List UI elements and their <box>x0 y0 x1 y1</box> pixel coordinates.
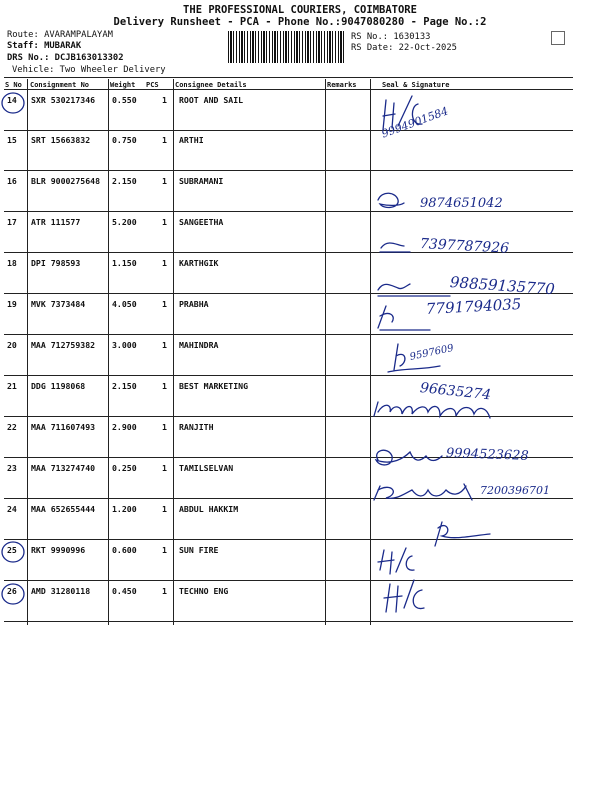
runsheet-subtitle: Delivery Runsheet - PCA - Phone No.:9047080280 - Page No.:2 <box>113 16 487 28</box>
rs-date: RS Date: 22-Oct-2025 <box>351 43 457 53</box>
row-rule <box>4 580 573 581</box>
weight-cell: 2.900 <box>112 422 137 432</box>
consignment-cell: SRT 15663832 <box>31 135 91 145</box>
pcs-cell: 1 <box>162 258 167 268</box>
weight-cell: 1.200 <box>112 504 137 514</box>
consignment-cell: AMD 31280118 <box>31 586 91 596</box>
consignment-cell: DPI 798593 <box>31 258 81 268</box>
pcs-cell: 1 <box>162 545 167 555</box>
consignment-cell: ATR 111577 <box>31 217 81 227</box>
row-rule <box>4 621 573 622</box>
consignment-cell: MVK 7373484 <box>31 299 86 309</box>
weight-cell: 0.250 <box>112 463 137 473</box>
handwritten-phone: 7791794035 <box>425 295 522 318</box>
barcode <box>228 31 346 63</box>
header-rule <box>4 89 573 90</box>
consignee-cell: RANJITH <box>179 422 214 432</box>
handwritten-phone: 7397787926 <box>419 236 510 257</box>
pcs-cell: 1 <box>162 463 167 473</box>
table-top-rule <box>4 77 573 78</box>
company-title: THE PROFESSIONAL COURIERS, COIMBATORE <box>183 4 417 16</box>
hc-signature-text <box>520 105 522 106</box>
hc-signature-text <box>520 596 522 597</box>
staff-label: Staff: MUBARAK <box>7 41 82 51</box>
row-rule <box>4 170 573 171</box>
sno-cell: 14 <box>7 95 17 105</box>
sno-cell: 20 <box>7 340 17 350</box>
sno-cell: 19 <box>7 299 17 309</box>
consignment-cell: MAA 713274740 <box>31 463 96 473</box>
consignment-cell: SXR 530217346 <box>31 95 96 105</box>
consignment-cell: BLR 9000275648 <box>31 176 101 186</box>
pcs-cell: 1 <box>162 381 167 391</box>
row-rule <box>4 211 573 212</box>
row-rule <box>4 334 573 335</box>
row-rule <box>4 539 573 540</box>
col-divider <box>27 79 28 625</box>
handwritten-phone: 9874651042 <box>420 196 503 211</box>
handwritten-phone: 7200396701 <box>480 484 550 497</box>
pcs-cell: 1 <box>162 586 167 596</box>
consignee-cell: MAHINDRA <box>179 340 219 350</box>
pcs-cell: 1 <box>162 340 167 350</box>
handwritten-phone: 96635274 <box>419 380 492 404</box>
weight-cell: 1.150 <box>112 258 137 268</box>
col-header-pcs: PCS <box>146 81 159 89</box>
weight-cell: 0.550 <box>112 95 137 105</box>
pcs-cell: 1 <box>162 504 167 514</box>
handwritten-phone: 9994523628 <box>445 446 529 464</box>
sno-cell: 24 <box>7 504 17 514</box>
weight-cell: 2.150 <box>112 176 137 186</box>
sno-cell: 22 <box>7 422 17 432</box>
consignment-cell: DDG 1198068 <box>31 381 86 391</box>
pcs-cell: 1 <box>162 135 167 145</box>
weight-cell: 2.150 <box>112 381 137 391</box>
weight-cell: 0.750 <box>112 135 137 145</box>
route-label: Route: AVARAMPALAYAM <box>7 30 113 40</box>
pcs-cell: 1 <box>162 176 167 186</box>
handwritten-phone: 98859135770 <box>449 273 556 299</box>
consignee-cell: KARTHGIK <box>179 258 219 268</box>
consignee-cell: SANGEETHA <box>179 217 224 227</box>
row-rule <box>4 498 573 499</box>
pcs-cell: 1 <box>162 422 167 432</box>
sno-cell: 18 <box>7 258 17 268</box>
col-header-consignment: Consignment No <box>30 81 90 89</box>
consignment-cell: MAA 711607493 <box>31 422 96 432</box>
consignment-cell: MAA 712759382 <box>31 340 96 350</box>
consignee-cell: BEST MARKETING <box>179 381 249 391</box>
sno-cell: 21 <box>7 381 17 391</box>
scribble-mark <box>378 284 450 296</box>
consignee-cell: SUBRAMANI <box>179 176 224 186</box>
hc-signature-mark <box>384 580 424 612</box>
weight-cell: 0.600 <box>112 545 137 555</box>
corner-box <box>551 31 565 45</box>
col-divider <box>370 79 371 625</box>
scribble-mark <box>378 306 430 330</box>
sno-cell: 16 <box>7 176 17 186</box>
handwritten-phone: 9597609 <box>408 342 455 363</box>
consignee-cell: SUN FIRE <box>179 545 219 555</box>
sno-cell: 23 <box>7 463 17 473</box>
sno-cell: 25 <box>7 545 17 555</box>
consignee-cell: TAMILSELVAN <box>179 463 234 473</box>
col-header-signature: Seal & Signature <box>382 81 450 89</box>
weight-cell: 5.200 <box>112 217 137 227</box>
col-header-sno: S No <box>5 81 22 89</box>
consignee-cell: ABDUL HAKKIM <box>179 504 239 514</box>
sno-cell: 15 <box>7 135 17 145</box>
scribble-mark <box>380 243 410 252</box>
col-divider <box>108 79 109 625</box>
scribble-mark <box>378 193 404 207</box>
col-divider <box>173 79 174 625</box>
col-header-remarks: Remarks <box>327 81 357 89</box>
weight-cell: 4.050 <box>112 299 137 309</box>
sno-cell: 26 <box>7 586 17 596</box>
hc-signature-text <box>520 555 522 556</box>
row-rule <box>4 375 573 376</box>
col-header-weight: Weight <box>110 81 136 89</box>
col-header-consignee: Consignee Details <box>175 81 247 89</box>
consignee-cell: PRABHA <box>179 299 209 309</box>
consignment-cell: MAA 652655444 <box>31 504 96 514</box>
row-rule <box>4 130 573 131</box>
weight-cell: 3.000 <box>112 340 137 350</box>
pcs-cell: 1 <box>162 95 167 105</box>
hc-signature-mark <box>378 548 414 574</box>
drs-number: DRS No.: DCJB163013302 <box>7 53 124 63</box>
pcs-cell: 1 <box>162 217 167 227</box>
pcs-cell: 1 <box>162 299 167 309</box>
row-rule <box>4 416 573 417</box>
handwritten-phone: 9994901584 <box>379 104 451 141</box>
rs-number: RS No.: 1630133 <box>351 32 431 42</box>
sno-cell: 17 <box>7 217 17 227</box>
vehicle-label: Vehicle: Two Wheeler Delivery <box>12 65 166 75</box>
scribble-mark <box>435 522 490 546</box>
weight-cell: 0.450 <box>112 586 137 596</box>
consignment-cell: RKT 9990996 <box>31 545 86 555</box>
consignee-cell: ROOT AND SAIL <box>179 95 244 105</box>
consignee-cell: TECHNO ENG <box>179 586 229 596</box>
consignee-cell: ARTHI <box>179 135 204 145</box>
col-divider <box>325 79 326 625</box>
